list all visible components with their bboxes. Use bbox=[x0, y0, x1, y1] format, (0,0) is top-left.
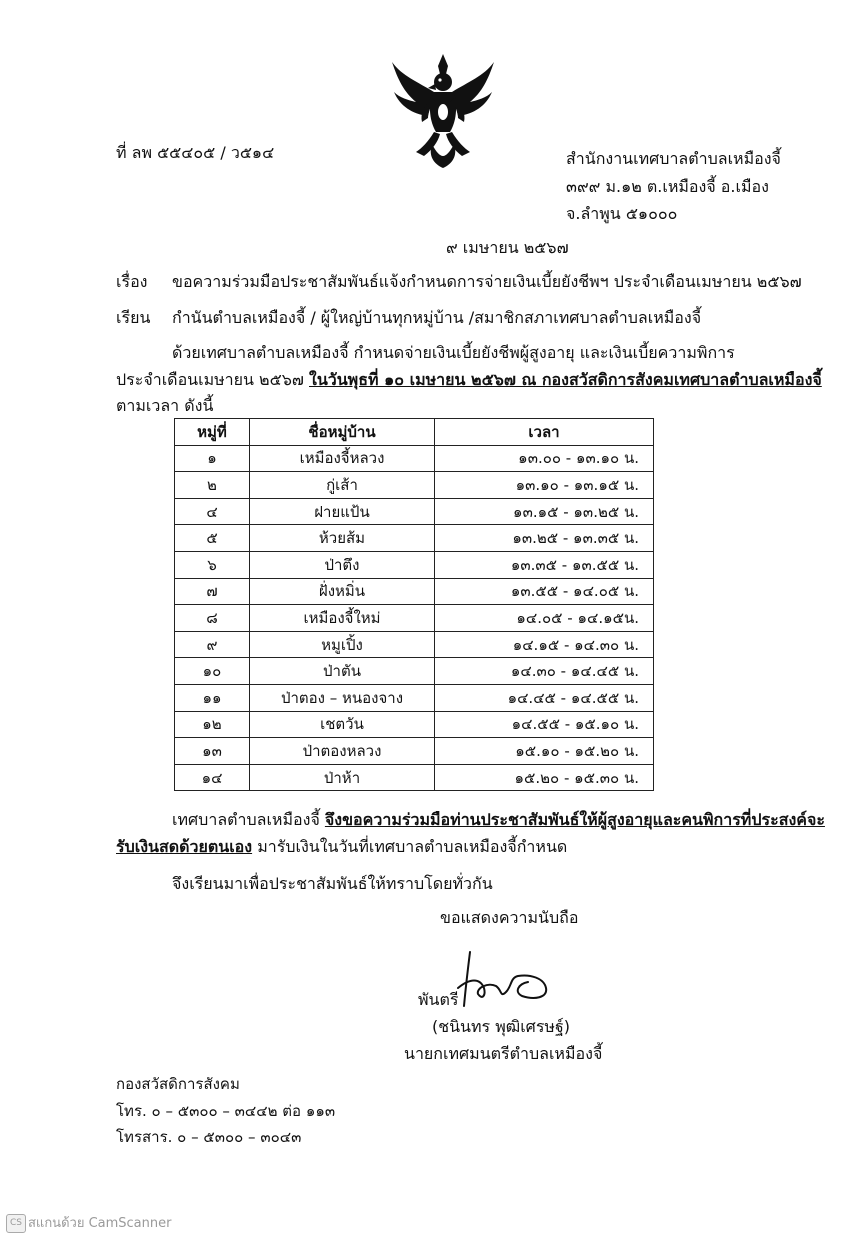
body-para1-line2-plain: ประจำเดือนเมษายน ๒๕๖๗ bbox=[116, 370, 304, 389]
cell-moo: ๑๒ bbox=[175, 711, 250, 738]
camscanner-logo-icon: CS bbox=[6, 1214, 26, 1233]
recipient-text: กำนันตำบลเหมืองจี้ / ผู้ใหญ่บ้านทุกหมู่บ้าน /สมาชิกสภาเทศบาลตำบลเหมืองจี้ bbox=[172, 308, 702, 327]
cell-moo: ๑๓ bbox=[175, 738, 250, 765]
cell-moo: ๕ bbox=[175, 525, 250, 552]
body-para2-line2 bbox=[116, 836, 567, 858]
body-para2-line1 bbox=[172, 809, 825, 831]
cell-moo: ๗ bbox=[175, 578, 250, 605]
header-time: เวลา bbox=[435, 419, 654, 446]
cell-village: ป่าตัน bbox=[250, 658, 435, 685]
table-row bbox=[175, 525, 654, 552]
table-row bbox=[175, 764, 654, 791]
cell-time: ๑๔.๓๐ - ๑๔.๔๕ น. bbox=[435, 658, 654, 685]
table-row bbox=[175, 711, 654, 738]
table-body bbox=[175, 445, 654, 791]
cell-time: ๑๓.๓๕ - ๑๓.๕๕ น. bbox=[435, 551, 654, 578]
cell-village: เหมืองจี้หลวง bbox=[250, 445, 435, 472]
payment-schedule-table bbox=[174, 418, 654, 791]
document-number: ที่ ลพ ๕๕๔๐๕ / ว๕๑๔ bbox=[116, 143, 275, 162]
cell-moo: ๑ bbox=[175, 445, 250, 472]
cell-moo: ๘ bbox=[175, 605, 250, 632]
cell-time: ๑๔.๕๕ - ๑๕.๑๐ น. bbox=[435, 711, 654, 738]
cell-time: ๑๓.๒๕ - ๑๓.๓๕ น. bbox=[435, 525, 654, 552]
garuda-emblem-icon bbox=[388, 52, 498, 170]
header-moo: หมู่ที่ bbox=[175, 419, 250, 446]
signatory-rank: พันตรี bbox=[418, 990, 459, 1009]
signatory-position: นายกเทศมนตรีตำบลเหมืองจี้ bbox=[404, 1044, 603, 1063]
table-row bbox=[175, 472, 654, 499]
header-village: ชื่อหมู่บ้าน bbox=[250, 419, 435, 446]
body-para2-line2-underlined: รับเงินสดด้วยตนเอง bbox=[116, 837, 253, 856]
cell-village: ป่าห้า bbox=[250, 764, 435, 791]
subject-text: ขอความร่วมมือประชาสัมพันธ์แจ้งกำหนดการจ่ายเงินเบี้ยยังชีพฯ ประจำเดือนเมษายน ๒๕๖๗ bbox=[172, 272, 802, 291]
cell-village: เชตวัน bbox=[250, 711, 435, 738]
cell-time: ๑๔.๐๕ - ๑๔.๑๕น. bbox=[435, 605, 654, 632]
footer-phone: โทร. ๐ – ๕๓๐๐ – ๓๔๔๒ ต่อ ๑๑๓ bbox=[116, 1102, 336, 1120]
cell-village: เหมืองจี้ใหม่ bbox=[250, 605, 435, 632]
body-para1-line3: ตามเวลา ดังนี้ bbox=[116, 396, 214, 415]
cell-village: กู่เส้า bbox=[250, 472, 435, 499]
cell-time: ๑๓.๐๐ - ๑๓.๑๐ น. bbox=[435, 445, 654, 472]
table-header-row bbox=[175, 419, 654, 446]
cell-village: ป่าตึง bbox=[250, 551, 435, 578]
cell-village: ป่าตองหลวง bbox=[250, 738, 435, 765]
subject-label: เรื่อง bbox=[116, 272, 148, 291]
office-address-line1: ๓๙๙ ม.๑๒ ต.เหมืองจี้ อ.เมือง bbox=[566, 177, 769, 196]
table-row bbox=[175, 658, 654, 685]
body-para2-line1-underlined: จึงขอความร่วมมือท่านประชาสัมพันธ์ให้ผู้สูงอายุและคนพิการที่ประสงค์จะ bbox=[324, 810, 825, 829]
cell-village: ฝั่งหมิ่น bbox=[250, 578, 435, 605]
table-row bbox=[175, 684, 654, 711]
signatory-name: (ชนินทร พุฒิเศรษฐ์) bbox=[432, 1017, 571, 1036]
cell-village: ป่าตอง – หนองจาง bbox=[250, 684, 435, 711]
body-para1-line2-underlined: ในวันพุธที่ ๑๐ เมษายน ๒๕๖๗ ณ กองสวัสดิการสังคมเทศบาลตำบลเหมืองจี้ bbox=[309, 370, 822, 389]
footer-department: กองสวัสดิการสังคม bbox=[116, 1075, 240, 1093]
office-name: สำนักงานเทศบาลตำบลเหมืองจี้ bbox=[566, 149, 781, 168]
office-address-line2: จ.ลำพูน ๕๑๐๐๐ bbox=[566, 204, 678, 223]
body-para1-line2 bbox=[116, 369, 822, 391]
cell-time: ๑๕.๒๐ - ๑๕.๓๐ น. bbox=[435, 764, 654, 791]
table-row bbox=[175, 738, 654, 765]
handwritten-signature bbox=[448, 948, 553, 1010]
cell-moo: ๖ bbox=[175, 551, 250, 578]
table-row bbox=[175, 498, 654, 525]
table-row bbox=[175, 605, 654, 632]
cell-moo: ๑๑ bbox=[175, 684, 250, 711]
footer-fax: โทรสาร. ๐ – ๕๓๐๐ – ๓๐๔๓ bbox=[116, 1128, 302, 1146]
cell-moo: ๙ bbox=[175, 631, 250, 658]
cell-village: หมูเปิ้ง bbox=[250, 631, 435, 658]
cell-time: ๑๓.๕๕ - ๑๔.๐๕ น. bbox=[435, 578, 654, 605]
table-row bbox=[175, 445, 654, 472]
cell-time: ๑๓.๑๕ - ๑๓.๒๕ น. bbox=[435, 498, 654, 525]
body-para3: จึงเรียนมาเพื่อประชาสัมพันธ์ให้ทราบโดยทั่วกัน bbox=[172, 874, 493, 893]
cell-moo: ๑๔ bbox=[175, 764, 250, 791]
closing-phrase: ขอแสดงความนับถือ bbox=[440, 908, 579, 927]
cell-village: ห้วยส้ม bbox=[250, 525, 435, 552]
body-para1-line1: ด้วยเทศบาลตำบลเหมืองจี้ กำหนดจ่ายเงินเบี้ยยังชีพผู้สูงอายุ และเงินเบี้ยความพิการ bbox=[172, 343, 735, 362]
table-row bbox=[175, 551, 654, 578]
cell-time: ๑๔.๔๕ - ๑๔.๕๕ น. bbox=[435, 684, 654, 711]
table-row bbox=[175, 631, 654, 658]
camscanner-watermark: สแกนด้วย CamScanner bbox=[28, 1216, 172, 1231]
cell-time: ๑๓.๑๐ - ๑๓.๑๕ น. bbox=[435, 472, 654, 499]
body-para2-line2-plain: มารับเงินในวันที่เทศบาลตำบลเหมืองจี้กำหนด bbox=[257, 837, 568, 856]
cell-moo: ๔ bbox=[175, 498, 250, 525]
cell-village: ฝายแป้น bbox=[250, 498, 435, 525]
cell-moo: ๑๐ bbox=[175, 658, 250, 685]
cell-moo: ๒ bbox=[175, 472, 250, 499]
cell-time: ๑๔.๑๕ - ๑๔.๓๐ น. bbox=[435, 631, 654, 658]
cell-time: ๑๕.๑๐ - ๑๕.๒๐ น. bbox=[435, 738, 654, 765]
letter-date: ๙ เมษายน ๒๕๖๗ bbox=[446, 238, 569, 257]
recipient-label: เรียน bbox=[116, 308, 151, 327]
body-para2-line1-plain: เทศบาลตำบลเหมืองจี้ bbox=[172, 810, 320, 829]
table-row bbox=[175, 578, 654, 605]
